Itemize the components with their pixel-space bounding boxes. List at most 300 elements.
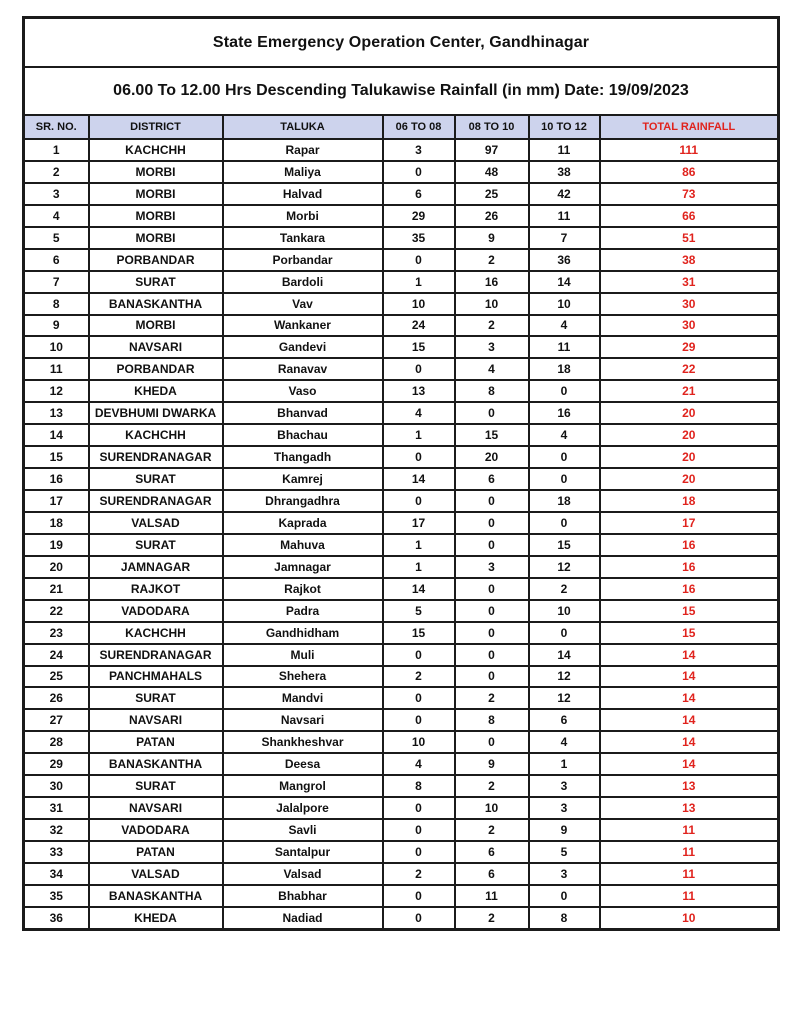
table-row bbox=[24, 139, 779, 161]
cell-06-to-08: 13 bbox=[383, 380, 455, 402]
cell-taluka: Savli bbox=[223, 819, 383, 841]
cell-district: KACHCHH bbox=[89, 139, 223, 161]
subtitle-row bbox=[24, 67, 779, 115]
cell-08-to-10: 9 bbox=[455, 753, 529, 775]
cell-sr-no: 31 bbox=[24, 797, 89, 819]
cell-06-to-08: 2 bbox=[383, 666, 455, 688]
cell-sr-no: 22 bbox=[24, 600, 89, 622]
cell-total-rainfall: 16 bbox=[600, 534, 779, 556]
table-row bbox=[24, 907, 779, 929]
table-row bbox=[24, 775, 779, 797]
cell-district: BANASKANTHA bbox=[89, 753, 223, 775]
cell-sr-no: 36 bbox=[24, 907, 89, 929]
table-row bbox=[24, 534, 779, 556]
cell-08-to-10: 6 bbox=[455, 841, 529, 863]
cell-10-to-12: 14 bbox=[529, 644, 600, 666]
cell-10-to-12: 8 bbox=[529, 907, 600, 929]
cell-10-to-12: 11 bbox=[529, 336, 600, 358]
cell-district: KACHCHH bbox=[89, 424, 223, 446]
cell-total-rainfall: 30 bbox=[600, 315, 779, 337]
cell-sr-no: 12 bbox=[24, 380, 89, 402]
cell-taluka: Tankara bbox=[223, 227, 383, 249]
cell-sr-no: 5 bbox=[24, 227, 89, 249]
cell-10-to-12: 12 bbox=[529, 666, 600, 688]
cell-district: PORBANDAR bbox=[89, 249, 223, 271]
cell-08-to-10: 8 bbox=[455, 380, 529, 402]
cell-08-to-10: 97 bbox=[455, 139, 529, 161]
cell-sr-no: 26 bbox=[24, 687, 89, 709]
cell-10-to-12: 16 bbox=[529, 402, 600, 424]
cell-total-rainfall: 18 bbox=[600, 490, 779, 512]
cell-06-to-08: 35 bbox=[383, 227, 455, 249]
cell-taluka: Rajkot bbox=[223, 578, 383, 600]
cell-taluka: Shankheshvar bbox=[223, 731, 383, 753]
cell-08-to-10: 16 bbox=[455, 271, 529, 293]
cell-taluka: Bhanvad bbox=[223, 402, 383, 424]
cell-district: KACHCHH bbox=[89, 622, 223, 644]
cell-08-to-10: 48 bbox=[455, 161, 529, 183]
cell-total-rainfall: 20 bbox=[600, 446, 779, 468]
cell-06-to-08: 0 bbox=[383, 841, 455, 863]
cell-sr-no: 8 bbox=[24, 293, 89, 315]
cell-total-rainfall: 11 bbox=[600, 819, 779, 841]
cell-sr-no: 23 bbox=[24, 622, 89, 644]
cell-district: NAVSARI bbox=[89, 797, 223, 819]
cell-total-rainfall: 20 bbox=[600, 424, 779, 446]
cell-10-to-12: 15 bbox=[529, 534, 600, 556]
cell-total-rainfall: 73 bbox=[600, 183, 779, 205]
cell-06-to-08: 15 bbox=[383, 622, 455, 644]
cell-10-to-12: 3 bbox=[529, 797, 600, 819]
cell-sr-no: 2 bbox=[24, 161, 89, 183]
cell-08-to-10: 0 bbox=[455, 578, 529, 600]
cell-district: SURAT bbox=[89, 687, 223, 709]
cell-10-to-12: 0 bbox=[529, 622, 600, 644]
cell-taluka: Navsari bbox=[223, 709, 383, 731]
table-row bbox=[24, 161, 779, 183]
cell-10-to-12: 5 bbox=[529, 841, 600, 863]
cell-10-to-12: 12 bbox=[529, 556, 600, 578]
cell-district: SURENDRANAGAR bbox=[89, 446, 223, 468]
cell-sr-no: 4 bbox=[24, 205, 89, 227]
cell-08-to-10: 3 bbox=[455, 336, 529, 358]
cell-06-to-08: 10 bbox=[383, 293, 455, 315]
cell-sr-no: 17 bbox=[24, 490, 89, 512]
cell-taluka: Mangrol bbox=[223, 775, 383, 797]
cell-district: SURENDRANAGAR bbox=[89, 644, 223, 666]
cell-10-to-12: 38 bbox=[529, 161, 600, 183]
table-row bbox=[24, 841, 779, 863]
table-row bbox=[24, 687, 779, 709]
cell-10-to-12: 7 bbox=[529, 227, 600, 249]
table-row bbox=[24, 358, 779, 380]
cell-08-to-10: 6 bbox=[455, 863, 529, 885]
column-header-08-to-10: 08 TO 10 bbox=[455, 115, 529, 139]
cell-10-to-12: 10 bbox=[529, 293, 600, 315]
table-row bbox=[24, 336, 779, 358]
cell-08-to-10: 0 bbox=[455, 644, 529, 666]
cell-taluka: Bardoli bbox=[223, 271, 383, 293]
cell-10-to-12: 0 bbox=[529, 468, 600, 490]
cell-sr-no: 35 bbox=[24, 885, 89, 907]
cell-total-rainfall: 11 bbox=[600, 863, 779, 885]
cell-total-rainfall: 20 bbox=[600, 402, 779, 424]
cell-10-to-12: 0 bbox=[529, 446, 600, 468]
cell-district: BANASKANTHA bbox=[89, 293, 223, 315]
cell-08-to-10: 20 bbox=[455, 446, 529, 468]
table-row bbox=[24, 731, 779, 753]
cell-08-to-10: 9 bbox=[455, 227, 529, 249]
table-row bbox=[24, 556, 779, 578]
cell-08-to-10: 0 bbox=[455, 666, 529, 688]
cell-district: DEVBHUMI DWARKA bbox=[89, 402, 223, 424]
cell-08-to-10: 2 bbox=[455, 907, 529, 929]
cell-08-to-10: 0 bbox=[455, 622, 529, 644]
cell-08-to-10: 0 bbox=[455, 534, 529, 556]
cell-district: JAMNAGAR bbox=[89, 556, 223, 578]
cell-10-to-12: 36 bbox=[529, 249, 600, 271]
column-header-row bbox=[24, 115, 779, 139]
cell-district: SURAT bbox=[89, 468, 223, 490]
cell-06-to-08: 15 bbox=[383, 336, 455, 358]
cell-total-rainfall: 17 bbox=[600, 512, 779, 534]
cell-district: PATAN bbox=[89, 841, 223, 863]
cell-06-to-08: 4 bbox=[383, 753, 455, 775]
cell-taluka: Mandvi bbox=[223, 687, 383, 709]
cell-total-rainfall: 14 bbox=[600, 753, 779, 775]
cell-taluka: Shehera bbox=[223, 666, 383, 688]
cell-06-to-08: 1 bbox=[383, 271, 455, 293]
cell-sr-no: 18 bbox=[24, 512, 89, 534]
cell-district: MORBI bbox=[89, 183, 223, 205]
column-header-06-to-08: 06 TO 08 bbox=[383, 115, 455, 139]
cell-08-to-10: 4 bbox=[455, 358, 529, 380]
cell-district: KHEDA bbox=[89, 380, 223, 402]
cell-taluka: Ranavav bbox=[223, 358, 383, 380]
cell-taluka: Vaso bbox=[223, 380, 383, 402]
cell-06-to-08: 14 bbox=[383, 578, 455, 600]
cell-total-rainfall: 14 bbox=[600, 687, 779, 709]
cell-district: VADODARA bbox=[89, 819, 223, 841]
cell-10-to-12: 9 bbox=[529, 819, 600, 841]
cell-06-to-08: 5 bbox=[383, 600, 455, 622]
cell-08-to-10: 2 bbox=[455, 775, 529, 797]
cell-district: SURAT bbox=[89, 775, 223, 797]
cell-taluka: Dhrangadhra bbox=[223, 490, 383, 512]
cell-taluka: Jalalpore bbox=[223, 797, 383, 819]
cell-08-to-10: 8 bbox=[455, 709, 529, 731]
cell-10-to-12: 12 bbox=[529, 687, 600, 709]
cell-10-to-12: 11 bbox=[529, 205, 600, 227]
cell-total-rainfall: 111 bbox=[600, 139, 779, 161]
table-row bbox=[24, 622, 779, 644]
cell-08-to-10: 2 bbox=[455, 315, 529, 337]
cell-06-to-08: 3 bbox=[383, 139, 455, 161]
cell-district: SURAT bbox=[89, 271, 223, 293]
cell-district: KHEDA bbox=[89, 907, 223, 929]
column-header-total-rainfall: TOTAL RAINFALL bbox=[600, 115, 779, 139]
cell-taluka: Porbandar bbox=[223, 249, 383, 271]
cell-district: MORBI bbox=[89, 315, 223, 337]
cell-08-to-10: 0 bbox=[455, 731, 529, 753]
cell-district: PORBANDAR bbox=[89, 358, 223, 380]
table-row bbox=[24, 249, 779, 271]
cell-district: SURENDRANAGAR bbox=[89, 490, 223, 512]
cell-06-to-08: 1 bbox=[383, 424, 455, 446]
cell-taluka: Bhachau bbox=[223, 424, 383, 446]
cell-06-to-08: 14 bbox=[383, 468, 455, 490]
cell-total-rainfall: 30 bbox=[600, 293, 779, 315]
cell-sr-no: 25 bbox=[24, 666, 89, 688]
table-row bbox=[24, 183, 779, 205]
cell-total-rainfall: 31 bbox=[600, 271, 779, 293]
cell-08-to-10: 0 bbox=[455, 402, 529, 424]
cell-06-to-08: 2 bbox=[383, 863, 455, 885]
cell-08-to-10: 0 bbox=[455, 512, 529, 534]
table-row bbox=[24, 666, 779, 688]
cell-sr-no: 3 bbox=[24, 183, 89, 205]
cell-sr-no: 13 bbox=[24, 402, 89, 424]
cell-08-to-10: 6 bbox=[455, 468, 529, 490]
cell-district: RAJKOT bbox=[89, 578, 223, 600]
cell-08-to-10: 2 bbox=[455, 819, 529, 841]
cell-10-to-12: 14 bbox=[529, 271, 600, 293]
cell-10-to-12: 4 bbox=[529, 424, 600, 446]
table-row bbox=[24, 753, 779, 775]
rainfall-table bbox=[22, 16, 780, 931]
cell-taluka: Bhabhar bbox=[223, 885, 383, 907]
rainfall-report bbox=[22, 16, 777, 931]
cell-06-to-08: 17 bbox=[383, 512, 455, 534]
cell-sr-no: 1 bbox=[24, 139, 89, 161]
cell-06-to-08: 0 bbox=[383, 885, 455, 907]
cell-sr-no: 27 bbox=[24, 709, 89, 731]
cell-taluka: Halvad bbox=[223, 183, 383, 205]
cell-10-to-12: 4 bbox=[529, 315, 600, 337]
table-row bbox=[24, 578, 779, 600]
cell-06-to-08: 0 bbox=[383, 687, 455, 709]
cell-sr-no: 19 bbox=[24, 534, 89, 556]
cell-taluka: Maliya bbox=[223, 161, 383, 183]
cell-08-to-10: 0 bbox=[455, 600, 529, 622]
cell-10-to-12: 18 bbox=[529, 490, 600, 512]
table-row bbox=[24, 819, 779, 841]
cell-total-rainfall: 21 bbox=[600, 380, 779, 402]
cell-sr-no: 7 bbox=[24, 271, 89, 293]
cell-taluka: Valsad bbox=[223, 863, 383, 885]
cell-06-to-08: 0 bbox=[383, 446, 455, 468]
cell-total-rainfall: 10 bbox=[600, 907, 779, 929]
cell-06-to-08: 1 bbox=[383, 556, 455, 578]
cell-08-to-10: 15 bbox=[455, 424, 529, 446]
cell-total-rainfall: 15 bbox=[600, 622, 779, 644]
title-row bbox=[24, 18, 779, 68]
table-row bbox=[24, 446, 779, 468]
cell-total-rainfall: 51 bbox=[600, 227, 779, 249]
table-row bbox=[24, 644, 779, 666]
cell-06-to-08: 6 bbox=[383, 183, 455, 205]
cell-taluka: Thangadh bbox=[223, 446, 383, 468]
column-header-district: DISTRICT bbox=[89, 115, 223, 139]
cell-06-to-08: 0 bbox=[383, 490, 455, 512]
cell-district: MORBI bbox=[89, 161, 223, 183]
cell-district: NAVSARI bbox=[89, 336, 223, 358]
cell-06-to-08: 0 bbox=[383, 358, 455, 380]
cell-district: BANASKANTHA bbox=[89, 885, 223, 907]
rainfall-table-body bbox=[24, 139, 779, 929]
cell-06-to-08: 0 bbox=[383, 907, 455, 929]
cell-08-to-10: 0 bbox=[455, 490, 529, 512]
cell-total-rainfall: 13 bbox=[600, 775, 779, 797]
column-header-taluka: TALUKA bbox=[223, 115, 383, 139]
column-header-sr-no: SR. NO. bbox=[24, 115, 89, 139]
table-row bbox=[24, 293, 779, 315]
cell-06-to-08: 10 bbox=[383, 731, 455, 753]
cell-total-rainfall: 15 bbox=[600, 600, 779, 622]
cell-08-to-10: 10 bbox=[455, 797, 529, 819]
cell-08-to-10: 2 bbox=[455, 687, 529, 709]
table-row bbox=[24, 205, 779, 227]
cell-total-rainfall: 14 bbox=[600, 666, 779, 688]
cell-10-to-12: 0 bbox=[529, 885, 600, 907]
table-row bbox=[24, 380, 779, 402]
cell-06-to-08: 4 bbox=[383, 402, 455, 424]
page-title: State Emergency Operation Center, Gandhinagar bbox=[24, 18, 779, 68]
cell-06-to-08: 0 bbox=[383, 797, 455, 819]
cell-taluka: Padra bbox=[223, 600, 383, 622]
cell-taluka: Mahuva bbox=[223, 534, 383, 556]
table-row bbox=[24, 315, 779, 337]
cell-total-rainfall: 13 bbox=[600, 797, 779, 819]
cell-sr-no: 10 bbox=[24, 336, 89, 358]
cell-08-to-10: 25 bbox=[455, 183, 529, 205]
cell-taluka: Gandevi bbox=[223, 336, 383, 358]
cell-sr-no: 9 bbox=[24, 315, 89, 337]
cell-taluka: Vav bbox=[223, 293, 383, 315]
cell-taluka: Kaprada bbox=[223, 512, 383, 534]
cell-district: NAVSARI bbox=[89, 709, 223, 731]
table-row bbox=[24, 402, 779, 424]
cell-district: VALSAD bbox=[89, 512, 223, 534]
cell-district: MORBI bbox=[89, 227, 223, 249]
cell-taluka: Muli bbox=[223, 644, 383, 666]
cell-total-rainfall: 14 bbox=[600, 709, 779, 731]
cell-06-to-08: 0 bbox=[383, 249, 455, 271]
cell-total-rainfall: 14 bbox=[600, 731, 779, 753]
cell-10-to-12: 3 bbox=[529, 775, 600, 797]
cell-06-to-08: 24 bbox=[383, 315, 455, 337]
cell-08-to-10: 26 bbox=[455, 205, 529, 227]
table-row bbox=[24, 863, 779, 885]
cell-06-to-08: 29 bbox=[383, 205, 455, 227]
cell-sr-no: 33 bbox=[24, 841, 89, 863]
cell-sr-no: 16 bbox=[24, 468, 89, 490]
cell-total-rainfall: 11 bbox=[600, 841, 779, 863]
cell-10-to-12: 3 bbox=[529, 863, 600, 885]
cell-sr-no: 30 bbox=[24, 775, 89, 797]
cell-sr-no: 29 bbox=[24, 753, 89, 775]
cell-taluka: Rapar bbox=[223, 139, 383, 161]
cell-08-to-10: 2 bbox=[455, 249, 529, 271]
cell-08-to-10: 3 bbox=[455, 556, 529, 578]
cell-sr-no: 21 bbox=[24, 578, 89, 600]
table-row bbox=[24, 709, 779, 731]
cell-district: PANCHMAHALS bbox=[89, 666, 223, 688]
cell-06-to-08: 0 bbox=[383, 161, 455, 183]
cell-total-rainfall: 86 bbox=[600, 161, 779, 183]
cell-taluka: Wankaner bbox=[223, 315, 383, 337]
cell-08-to-10: 10 bbox=[455, 293, 529, 315]
cell-10-to-12: 6 bbox=[529, 709, 600, 731]
cell-total-rainfall: 66 bbox=[600, 205, 779, 227]
table-row bbox=[24, 885, 779, 907]
cell-total-rainfall: 16 bbox=[600, 556, 779, 578]
table-row bbox=[24, 227, 779, 249]
cell-district: VALSAD bbox=[89, 863, 223, 885]
cell-10-to-12: 1 bbox=[529, 753, 600, 775]
cell-total-rainfall: 29 bbox=[600, 336, 779, 358]
cell-08-to-10: 11 bbox=[455, 885, 529, 907]
cell-district: MORBI bbox=[89, 205, 223, 227]
cell-sr-no: 28 bbox=[24, 731, 89, 753]
cell-district: PATAN bbox=[89, 731, 223, 753]
cell-sr-no: 24 bbox=[24, 644, 89, 666]
cell-sr-no: 20 bbox=[24, 556, 89, 578]
cell-10-to-12: 11 bbox=[529, 139, 600, 161]
cell-total-rainfall: 14 bbox=[600, 644, 779, 666]
cell-sr-no: 14 bbox=[24, 424, 89, 446]
cell-district: VADODARA bbox=[89, 600, 223, 622]
report-subtitle: 06.00 To 12.00 Hrs Descending Talukawise Rainfall (in mm) Date: 19/09/2023 bbox=[24, 67, 779, 115]
cell-taluka: Nadiad bbox=[223, 907, 383, 929]
table-row bbox=[24, 512, 779, 534]
cell-10-to-12: 18 bbox=[529, 358, 600, 380]
cell-district: SURAT bbox=[89, 534, 223, 556]
cell-taluka: Santalpur bbox=[223, 841, 383, 863]
table-row bbox=[24, 490, 779, 512]
table-row bbox=[24, 600, 779, 622]
cell-total-rainfall: 11 bbox=[600, 885, 779, 907]
table-row bbox=[24, 797, 779, 819]
cell-sr-no: 34 bbox=[24, 863, 89, 885]
cell-06-to-08: 0 bbox=[383, 644, 455, 666]
table-row bbox=[24, 468, 779, 490]
table-row bbox=[24, 424, 779, 446]
cell-06-to-08: 0 bbox=[383, 709, 455, 731]
cell-total-rainfall: 20 bbox=[600, 468, 779, 490]
cell-10-to-12: 2 bbox=[529, 578, 600, 600]
cell-sr-no: 15 bbox=[24, 446, 89, 468]
cell-10-to-12: 0 bbox=[529, 380, 600, 402]
cell-sr-no: 11 bbox=[24, 358, 89, 380]
cell-10-to-12: 4 bbox=[529, 731, 600, 753]
cell-taluka: Deesa bbox=[223, 753, 383, 775]
cell-06-to-08: 1 bbox=[383, 534, 455, 556]
table-row bbox=[24, 271, 779, 293]
cell-total-rainfall: 22 bbox=[600, 358, 779, 380]
cell-total-rainfall: 38 bbox=[600, 249, 779, 271]
cell-10-to-12: 10 bbox=[529, 600, 600, 622]
cell-06-to-08: 0 bbox=[383, 819, 455, 841]
cell-sr-no: 6 bbox=[24, 249, 89, 271]
cell-06-to-08: 8 bbox=[383, 775, 455, 797]
cell-sr-no: 32 bbox=[24, 819, 89, 841]
column-header-10-to-12: 10 TO 12 bbox=[529, 115, 600, 139]
cell-taluka: Gandhidham bbox=[223, 622, 383, 644]
cell-taluka: Kamrej bbox=[223, 468, 383, 490]
cell-10-to-12: 0 bbox=[529, 512, 600, 534]
cell-taluka: Jamnagar bbox=[223, 556, 383, 578]
